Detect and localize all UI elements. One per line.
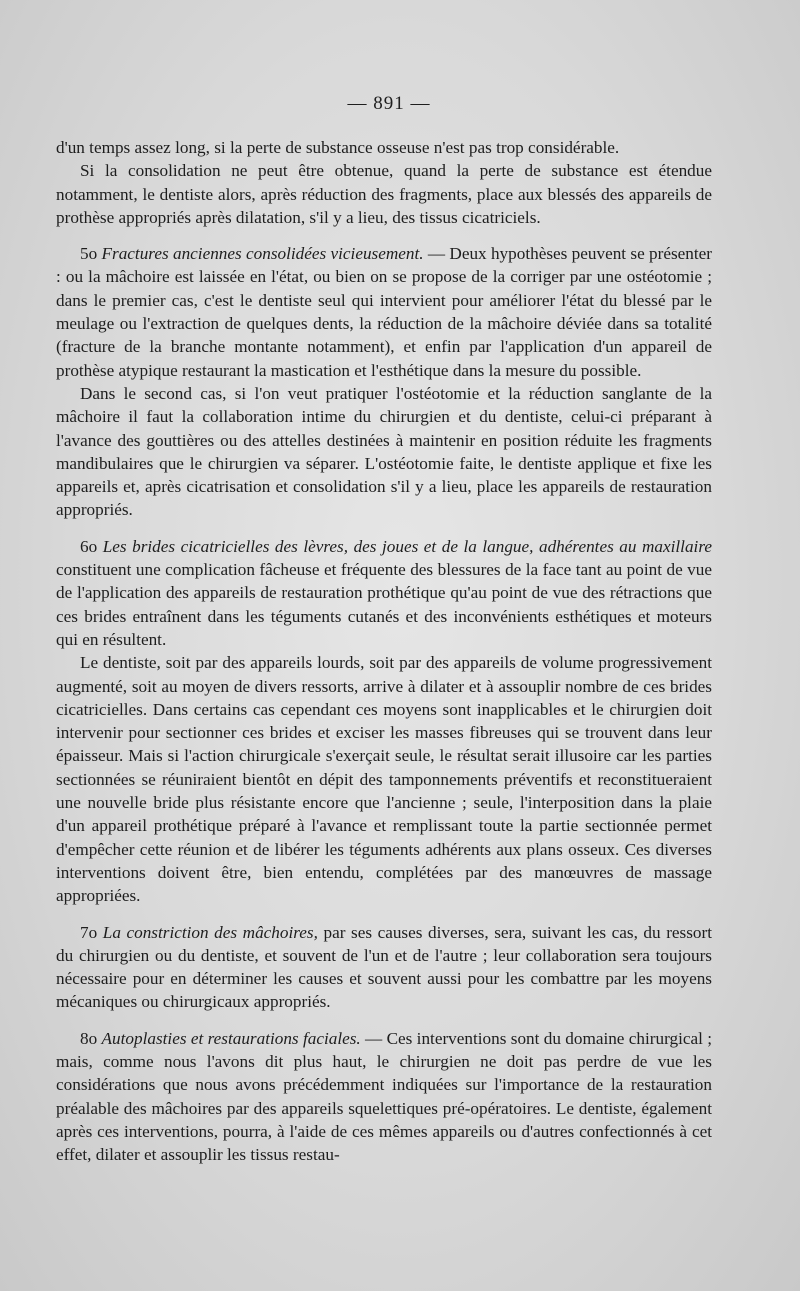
section-8-paragraph bbox=[56, 1027, 712, 1167]
paragraph-text: — Deux hypothèses peuvent se présenter : ou la mâchoire est laissée en l'état, ou bien on se propose de la corriger par une ostéotomie ; dans le premier cas, c'est le dentiste seul qui intervient pour améliorer l'état du blessé par le meulage ou l'extraction de quelques dents, la réduction de la mâchoire déviée dans sa totalité (fracture de la branche montante notamment), et enfin par l'application d'un appareil de prothèse atypique restaurant la mastication et l'esthétique dans la mesure du possible. bbox=[56, 244, 713, 380]
section-number: 5o bbox=[80, 244, 102, 264]
page-number: — 891 — bbox=[347, 93, 431, 114]
section-6-paragraph bbox=[56, 535, 712, 651]
paragraph-text: par ses causes diverses, sera, suivant les cas, du ressort du chirurgien ou du dentiste, et souvent de l'un et de l'autre ; leur collaboration sera toujours nécessaire pour en déterminer les causes et souvent aussi pour les combattre par les moyens mécaniques ou chirurgicaux appropriés. bbox=[56, 922, 713, 1012]
paragraph-2 bbox=[56, 159, 712, 229]
section-heading: Les brides cicatricielles des lèvres, des joues et de la langue, adhérentes au maxillaire bbox=[102, 536, 713, 556]
section-number: 8o bbox=[80, 1028, 102, 1048]
section-number: 7o bbox=[80, 922, 103, 942]
paragraph-text: d'un temps assez long, si la perte de substance osseuse n'est pas trop considérable. bbox=[56, 138, 620, 157]
paragraph-text: Le dentiste, soit par des appareils lourds, soit par des appareils de volume progressivement augmenté, soit au moyen de divers ressorts, arrive à dilater et à assouplir nombre de ces brides cicatricielles. Dans certains cas cependant ces moyens sont inapplicables et le chirurgien doit intervenir pour sectionner ces brides et exciser les masses fibreuses qui se trouvent dans leur épaisseur. Mais si l'action chirurgicale s'exerçait seule, le résultat serait illusoire car les parties sectionnées se réuniraient bientôt en dépit des tamponnements préventifs et reconstitueraient une nouvelle bride plus résistante encore que l'ancienne ; seule, l'interposition dans la plaie d'un appareil prothétique préparé à l'avance et remplissant toute la partie sectionnée permet d'empêcher cette réunion et de libérer les téguments adhérents aux plans osseux. Ces diverses interventions doivent être, bien entendu, complétées par des manœuvres de massage appropriées. bbox=[56, 653, 712, 906]
paragraph-text: constituent une complication fâcheuse et fréquente des blessures de la face tant au point de vue de l'application des appareils de restauration prothétique qu'au point de vue des rétractions que ces brides entraînent dans les téguments cutanés et des inconvénients esthétiques et moteurs qui en résultent. bbox=[56, 560, 712, 649]
section-number: 6o bbox=[80, 536, 103, 556]
paragraph-4 bbox=[56, 382, 712, 522]
paragraph-text: — Ces interventions sont du domaine chirurgical ; mais, comme nous l'avons dit plus haut, le chirurgien ne doit pas perdre de vue les considérations que nous avons précédemment indiquées sur l'importance de la restauration préalable des mâchoires par des appareils squelettiques pré-opératoires. Le dentiste, également après ces interventions, pourra, à l'aide de ces mêmes appareils ou d'autres confectionnés à cet effet, dilater et assouplir les tissus restau- bbox=[56, 1028, 713, 1165]
section-5-paragraph bbox=[56, 242, 712, 382]
paragraph-6 bbox=[56, 651, 712, 907]
section-7-paragraph bbox=[56, 921, 712, 1014]
section-heading: Autoplasties et restaurations faciales. bbox=[101, 1028, 361, 1048]
paragraph-1 bbox=[56, 136, 712, 159]
paragraph-text: Si la consolidation ne peut être obtenue, quand la perte de substance est étendue notamment, le dentiste alors, après réduction des fragments, place aux blessés des appareils de prothèse appropriés après dilatation, s'il y a lieu, des tissus cicatriciels. bbox=[56, 161, 712, 227]
paragraph-text: Dans le second cas, si l'on veut pratiquer l'ostéotomie et la réduction sanglante de la mâchoire il faut la collaboration intime du chirurgien et du dentiste, celui-ci préparant à l'avance des gouttières ou des attelles destinées à maintenir en position réduite les fragments mandibulaires que le chirurgien va séparer. L'ostéotomie faite, le dentiste applique et fixe les appareils et, après cicatrisation et consolidation s'il y a lieu, place les appareils de restauration appropriés. bbox=[56, 383, 712, 520]
section-heading: Fractures anciennes consolidées vicieusement. bbox=[101, 244, 424, 264]
section-heading: La constriction des mâchoires, bbox=[102, 922, 318, 942]
